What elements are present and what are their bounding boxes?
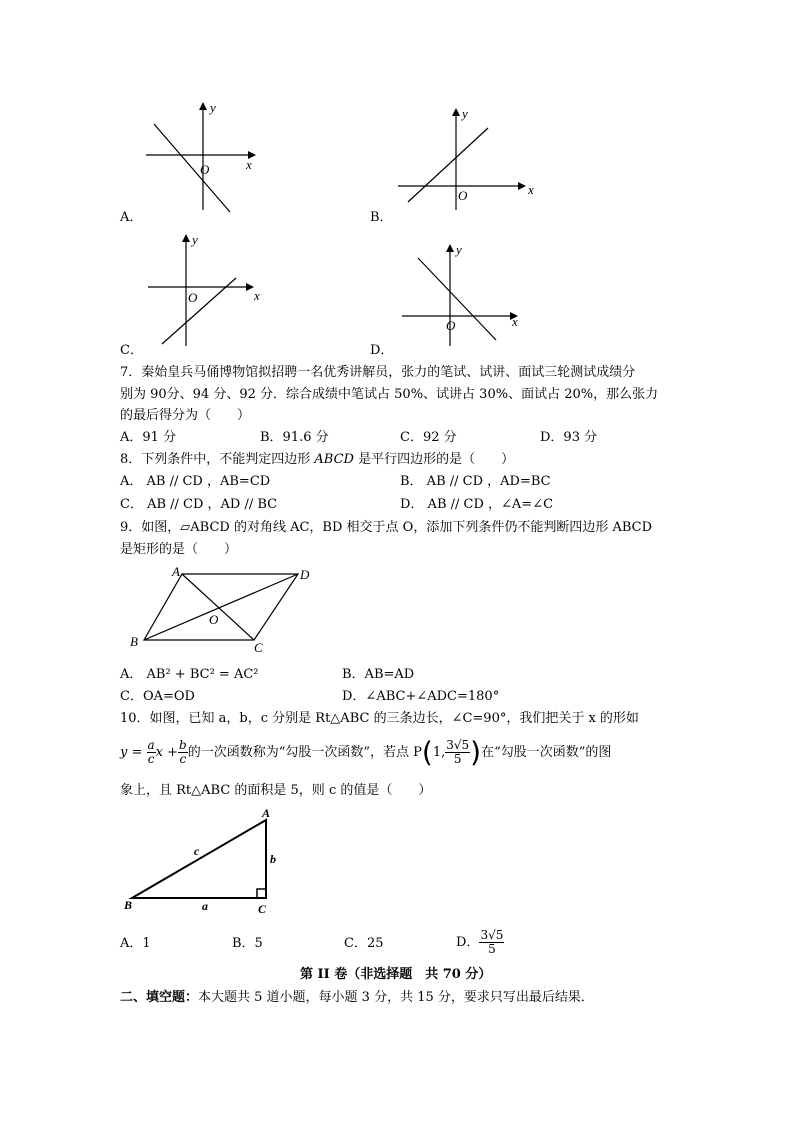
- q9-option-a: A． AB² + BC² = AC²: [120, 667, 259, 682]
- q10-point-y-num: 3√5: [446, 738, 470, 752]
- q10-option-d-label: D．: [456, 935, 480, 950]
- q10-frac-a-den: c: [147, 752, 155, 766]
- q10-fraction-a-over-c: [147, 739, 156, 766]
- q10-frac-b-num: b: [179, 738, 187, 752]
- graph-b-y-label: y: [462, 106, 468, 121]
- q10-point-y-den: 5: [453, 752, 462, 766]
- q7-option-a: A．91 分: [120, 430, 177, 445]
- q10-fraction-b-over-c: [178, 739, 188, 766]
- part2-title: 第 II 卷（非选择题 共 70 分）: [300, 967, 492, 982]
- q9-label-b: B: [130, 634, 138, 649]
- q10-frac-b-den: c: [179, 752, 187, 766]
- q10-label-a-vertex: A: [262, 806, 271, 820]
- q10-option-b: B．5: [232, 936, 263, 951]
- graph-c-x-label: x: [254, 288, 260, 303]
- graph-a-y-label: y: [210, 100, 216, 115]
- q9-option-c: C．OA=OD: [120, 689, 195, 704]
- q9-line1: 9．如图，▱ABCD 的对角线 AC，BD 相交于点 O，添加下列条件仍不能判断四边形 ABCD: [120, 520, 653, 535]
- q7-line2: 别为 90分、94 分、92 分．综合成绩中笔试占 50%、试讲占 30%、面试占 20%，那么张力: [120, 387, 659, 402]
- q9-label-d: D: [300, 567, 310, 582]
- graph-d-y-label: y: [456, 242, 462, 257]
- q10-label-b-vertex: B: [124, 898, 133, 912]
- q10-frac-a-num: a: [147, 738, 155, 752]
- q10-left-paren: (: [421, 735, 433, 769]
- q7-option-c: C．92 分: [400, 430, 457, 445]
- part2-section-heading: [120, 989, 594, 1007]
- q10-label-side-b: b: [270, 852, 276, 866]
- q10-y-equals: y =: [120, 745, 143, 760]
- graph-a-option: A．: [120, 210, 143, 225]
- graph-c-y-label: y: [192, 232, 198, 247]
- q10-point-x: 1,: [432, 745, 446, 760]
- graph-b-option: B．: [370, 210, 393, 225]
- q8-stem-b: ABCD: [314, 452, 354, 467]
- part2-section-label: 二、填空题：: [120, 990, 199, 1005]
- q10-option-d: [456, 926, 504, 960]
- graph-c: [146, 230, 276, 350]
- q10-line3: 象上，且 Rt△ABC 的面积是 5，则 c 的值是（ ）: [120, 783, 432, 798]
- q10-right-triangle-figure: [120, 805, 290, 915]
- q9-label-c: C: [254, 640, 263, 655]
- q7-option-d: D．93 分: [540, 430, 598, 445]
- graph-c-option: C．: [120, 343, 143, 358]
- graph-b-x-label: x: [528, 182, 534, 197]
- q10-x-plus: x +: [155, 745, 179, 760]
- q9-label-o: O: [209, 612, 219, 627]
- q10-option-d-fraction: [479, 929, 504, 956]
- q8-option-b: B． AB // CD ，AD=BC: [400, 474, 551, 489]
- q7-option-b: B．91.6 分: [260, 430, 329, 445]
- q10-line2-mid: 的一次函数称为“勾股一次函数”，若点 P: [187, 745, 422, 760]
- q10-line2-end: 在“勾股一次函数”的图: [481, 745, 612, 760]
- q10-label-c-vertex: C: [258, 902, 267, 916]
- q9-line2: 是矩形的是（ ）: [120, 542, 238, 557]
- graph-b-origin: O: [458, 188, 468, 203]
- q8-option-d: D． AB // CD ，∠A=∠C: [400, 497, 554, 512]
- graph-b: [396, 104, 546, 214]
- q10-option-a: A．1: [120, 936, 151, 951]
- q10-right-paren: ): [470, 735, 482, 769]
- graph-a-x-label: x: [246, 157, 252, 172]
- q10-point-y-fraction: [445, 739, 470, 766]
- q10-option-c: C．25: [344, 936, 384, 951]
- q8-option-c: C． AB // CD ，AD // BC: [120, 497, 278, 512]
- q7-line1: 7．秦始皇兵马俑博物馆拟招聘一名优秀讲解员，张力的笔试、试讲、面试三轮测试成绩分: [120, 365, 636, 380]
- graph-d: [398, 240, 538, 350]
- q9-option-b: B．AB=AD: [342, 667, 415, 682]
- q10-label-side-c: c: [194, 844, 200, 858]
- q10-option-d-den: 5: [488, 942, 496, 956]
- graph-d-x-label: x: [512, 314, 518, 329]
- q9-option-d: D．∠ABC+∠ADC=180°: [342, 689, 500, 704]
- part2-section-text: 本大题共 5 道小题，每小题 3 分，共 15 分，要求只写出最后结果．: [198, 990, 594, 1005]
- q8-stem: [120, 451, 514, 469]
- q8-stem-a: 8．下列条件中，不能判定四边形: [120, 452, 315, 467]
- q9-parallelogram-figure: [124, 562, 324, 658]
- q10-label-side-a: a: [202, 899, 208, 913]
- q10-line2: [120, 735, 612, 769]
- q7-line3: 的最后得分为（ ）: [120, 408, 251, 423]
- graph-d-origin: O: [446, 318, 456, 333]
- q9-label-a: A: [172, 564, 180, 579]
- graph-c-origin: O: [188, 290, 198, 305]
- q10-line1: 10．如图，已知 a，b，c 分别是 Rt△ABC 的三条边长，∠C=90°，我们把关于 x 的形如: [120, 711, 639, 726]
- graph-d-option: D．: [370, 343, 394, 358]
- q8-stem-c: 是平行四边形的是（ ）: [353, 452, 515, 467]
- graph-a: [140, 98, 270, 218]
- graph-a-origin: O: [200, 162, 210, 177]
- q10-option-d-num: 3√5: [480, 928, 504, 942]
- q8-option-a: A． AB // CD ，AB=CD: [120, 474, 271, 489]
